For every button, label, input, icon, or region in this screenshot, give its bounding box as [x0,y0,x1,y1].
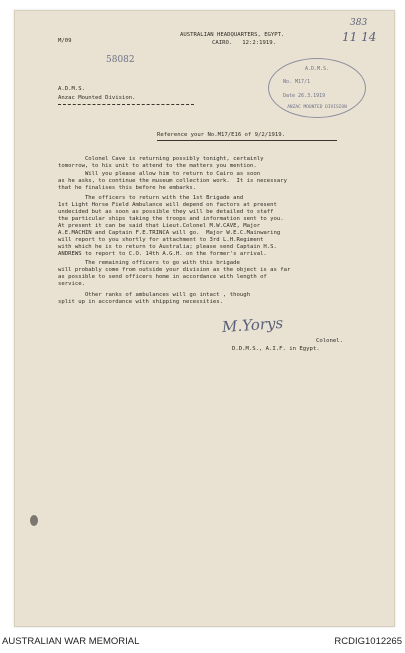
body-line: will probably come from outside your division as the object is as far [58,267,291,273]
body-line: with which he is to return to Australia; please send Captain H.S. [58,244,277,250]
pencil-number: 58082 [106,55,135,65]
body-line: The remaining officers to go with this brigade [58,260,240,266]
body-line: Other ranks of ambulances will go intact , though [58,292,250,298]
body-line: the particular ships taking the troops and information sent to you. [58,216,284,222]
file-reference: M/09 [58,38,72,44]
body-line: will report to you shortly for attachment to 3rd L.H.Regiment [58,237,264,243]
stamp-date: Date 26.3.1919 [283,93,326,99]
stamp-division: ANZAC MOUNTED DIVISION [287,105,347,110]
body-line: At present it can be said that Lieut.Colonel M.W.CAVE, Major [58,223,261,229]
body-line: as possible to send officers home in accordance with length of [58,274,267,280]
body-line: as he asks, to continue the museum collection work. It is necessary [58,178,288,184]
stamp-title: A.D.M.S. [304,66,330,72]
footer-institution: AUSTRALIAN WAR MEMORIAL [2,636,140,647]
handwritten-page-number: 11 14 [342,30,377,44]
addressee-underline [58,104,194,105]
body-line: 1st Light Horse Field Ambulance will depend on factors at present [58,202,277,208]
body-line: The officers to return with the 1st Brigade and [58,195,244,201]
handwritten-folio: 383 [350,18,368,28]
body-line: ANDREWS to report to C.O. 14th A.G.H. on the former's arrival. [58,251,267,257]
reference-line: Reference your No.M17/E16 of 9/2/1919. [157,132,285,138]
body-line: Colonel Cave is returning possibly tonight, certainly [58,156,264,162]
reference-underline [157,140,337,141]
body-line: Will you please allow him to return to Cairo as soon [58,171,261,177]
addressee-line-2: Anzac Mounted Division. [58,95,136,101]
signature-title: D.D.M.S., A.I.F. in Egypt. [232,346,320,352]
body-line: service. [58,281,85,287]
body-line: that he finalises this before he embarks. [58,185,197,191]
addressee-line-1: A.D.M.S. [58,86,85,92]
punch-hole [30,515,38,526]
body-line: A.E.MACHIN and Captain F.E.TRINCA will go. Major W.E.C.Mainwaring [58,230,281,236]
signature-rank: Colonel. [316,338,343,344]
body-line: undecided but as soon as possible they will be detailed to staff [58,209,274,215]
place-date: CAIRO. 12:2:1919. [212,40,276,46]
stamp-number: No. M17/1 [283,79,311,85]
footer-item-id: RCDIG1012265 [334,636,402,647]
body-line: tomorrow, to his unit to attend to the matters you mention. [58,163,257,169]
signature-scrawl: M.Yorys [221,313,284,337]
received-stamp [268,58,366,118]
body-line: split up in accordance with shipping necessities. [58,299,224,305]
headquarters-heading: AUSTRALIAN HEADQUARTERS, EGYPT. [180,32,285,38]
